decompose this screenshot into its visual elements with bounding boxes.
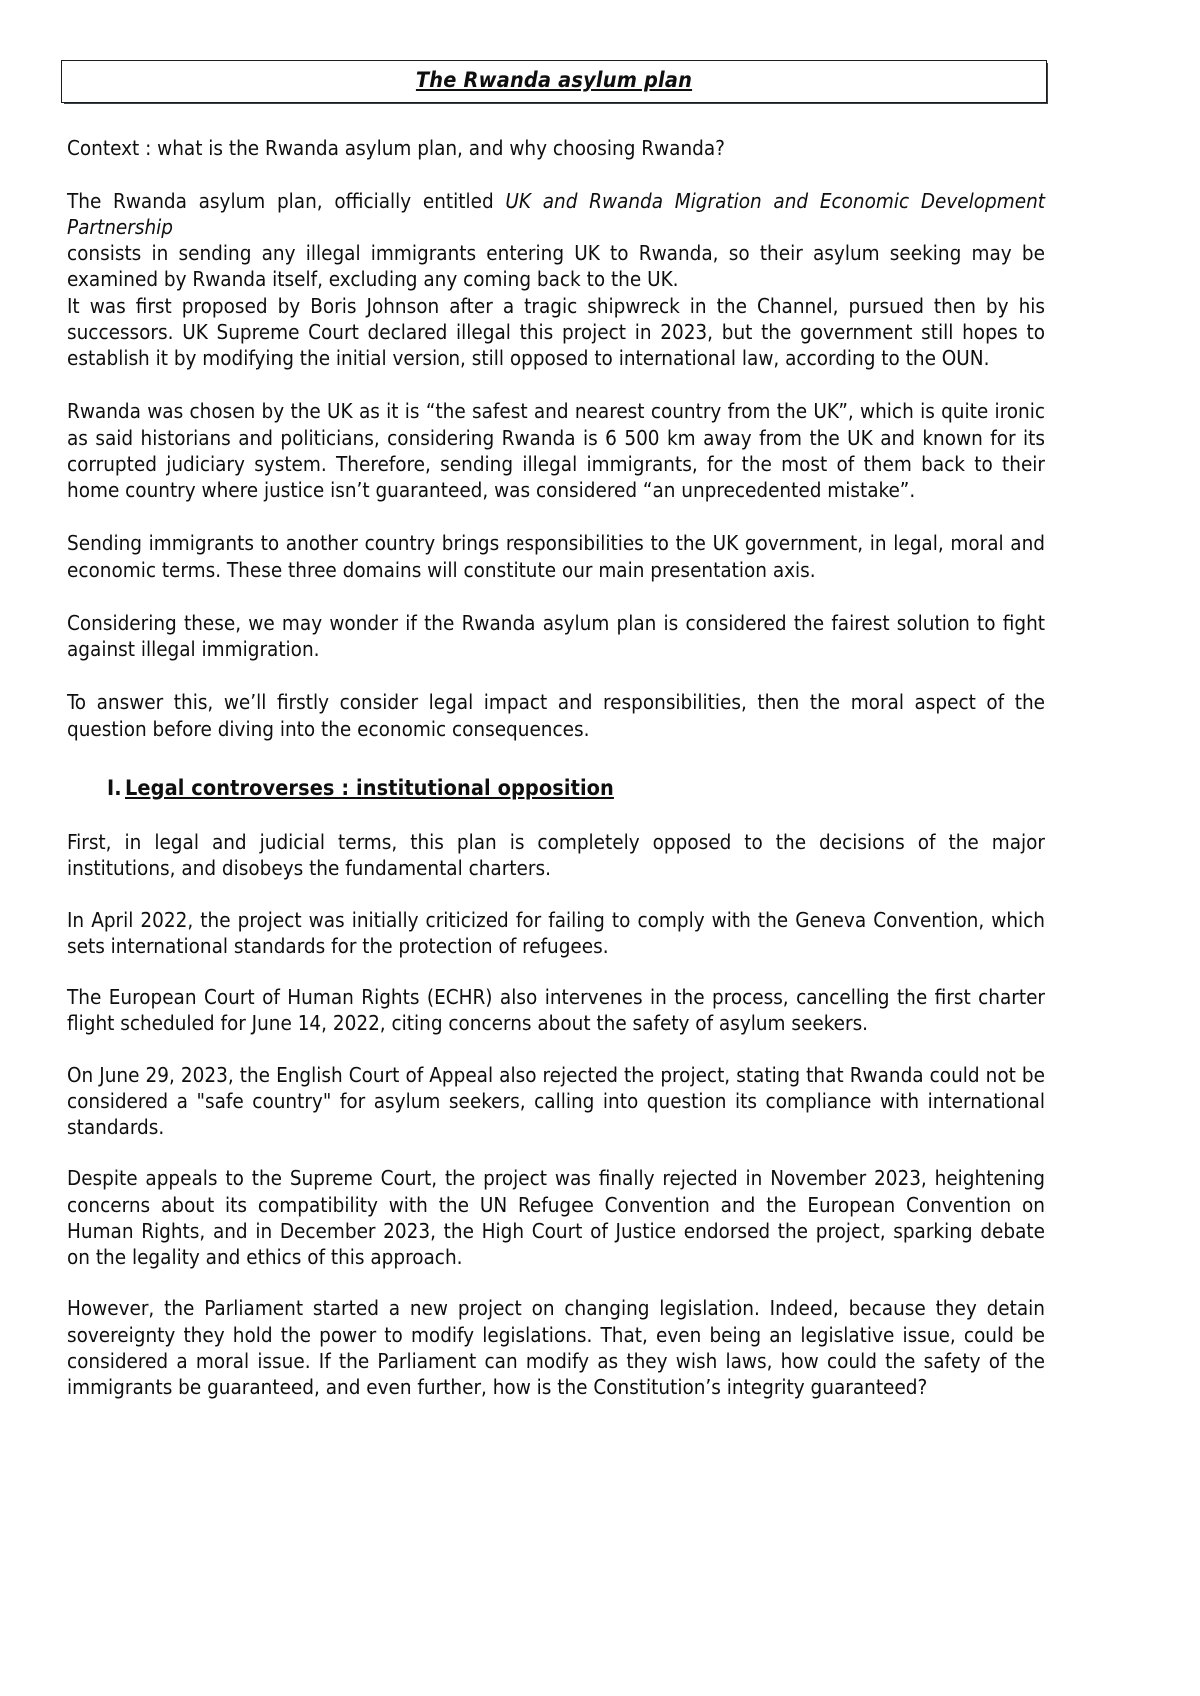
section-heading-label: Legal controverses : institutional opposition bbox=[125, 775, 614, 801]
paragraph-geneva-convention: In April 2022, the project was initially criticized for failing to comply with the Geneva Convention, which sets international standards for the protection of refugees. bbox=[67, 907, 1045, 958]
spacer bbox=[67, 959, 1045, 984]
paragraph-legal-opposition: First, in legal and judicial terms, this plan is completely opposed to the decisions of the major institutions, and disobeys the fundamental charters. bbox=[67, 830, 1045, 881]
paragraph-plan-mechanism: consists in sending any illegal immigrants entering UK to Rwanda, so their asylum seeking may be examined by Rwanda itself, excluding any coming back to the UK. bbox=[67, 241, 1045, 292]
paragraph-intro-definition bbox=[67, 188, 1045, 240]
spacer bbox=[67, 503, 1045, 530]
spacer bbox=[67, 1270, 1045, 1295]
context-line: Context : what is the Rwanda asylum plan, and why choosing Rwanda? bbox=[67, 135, 725, 160]
paragraph-echr: The European Court of Human Rights (ECHR) also intervenes in the process, cancelling the first charter flight scheduled for June 14, 2022, citing concerns about the safety of asylum seekers. bbox=[67, 985, 1045, 1036]
paragraph-plan-history: It was first proposed by Boris Johnson after a tragic shipwreck in the Channel, pursued then by his successors. UK Supreme Court declared illegal this project in 2023, but the government still hopes to establish it by modifying the initial version, still opposed to international law, according to the OUN. bbox=[67, 293, 1045, 371]
paragraph-lead-text: The Rwanda asylum plan, officially entitled bbox=[67, 188, 506, 213]
spacer bbox=[67, 583, 1045, 610]
title-box bbox=[61, 60, 1047, 103]
page-title: The Rwanda asylum plan bbox=[415, 68, 693, 93]
paragraph-responsibilities: Sending immigrants to another country brings responsibilities to the UK government, in legal, moral and economic terms. These three domains will constitute our main presentation axis. bbox=[67, 531, 1045, 582]
paragraph-court-of-appeal: On June 29, 2023, the English Court of Appeal also rejected the project, stating that Rwanda could not be considered a "safe country" for asylum seekers, calling into question its compliance with international standards. bbox=[67, 1062, 1045, 1140]
paragraph-why-rwanda: Rwanda was chosen by the UK as it is “the safest and nearest country from the UK”, which is quite ironic as said historians and politicians, considering Rwanda is 6 500 km away from the UK and known for its corrupted judiciary system. Therefore, sending illegal immigrants, for the most of them back to their home country where justice isn’t guaranteed, was considered “an unprecedented mistake”. bbox=[67, 399, 1045, 503]
spacer bbox=[67, 742, 1045, 769]
spacer bbox=[67, 161, 1045, 188]
paragraph-problematic: Considering these, we may wonder if the Rwanda asylum plan is considered the fairest solution to fight against illegal immigration. bbox=[67, 610, 1045, 662]
section-heading-1 bbox=[67, 775, 1045, 803]
paragraph-parliament: However, the Parliament started a new project on changing legislation. Indeed, because they detain sovereignty they hold the power to modify legislations. That, even being an legislative issue, could be considered a moral issue. If the Parliament can modify as they wish laws, how could the safety of the immigrants be guaranteed, and even further, how is the Constitution’s integrity guaranteed? bbox=[67, 1296, 1045, 1399]
spacer bbox=[67, 103, 1045, 135]
spacer bbox=[67, 662, 1045, 689]
spacer bbox=[67, 1037, 1045, 1062]
paragraph-announcement-plan: To answer this, we’ll firstly consider legal impact and responsibilities, then the moral aspect of the question before diving into the economic consequences. bbox=[67, 690, 1045, 741]
spacer bbox=[67, 371, 1045, 398]
spacer bbox=[67, 802, 1045, 829]
spacer bbox=[67, 882, 1045, 907]
spacer bbox=[67, 1140, 1045, 1165]
official-plan-name: UK and Rwanda Migration and Economic Development Partnership bbox=[67, 188, 1045, 239]
section-number: I. bbox=[107, 775, 122, 801]
paragraph-supreme-court: Despite appeals to the Supreme Court, the project was finally rejected in November 2023, heightening concerns about its compatibility with the UN Refugee Convention and the European Convention on Human Rights, and in December 2023, the High Court of Justice endorsed the project, sparking debate on the legality and ethics of this approach. bbox=[67, 1166, 1045, 1270]
